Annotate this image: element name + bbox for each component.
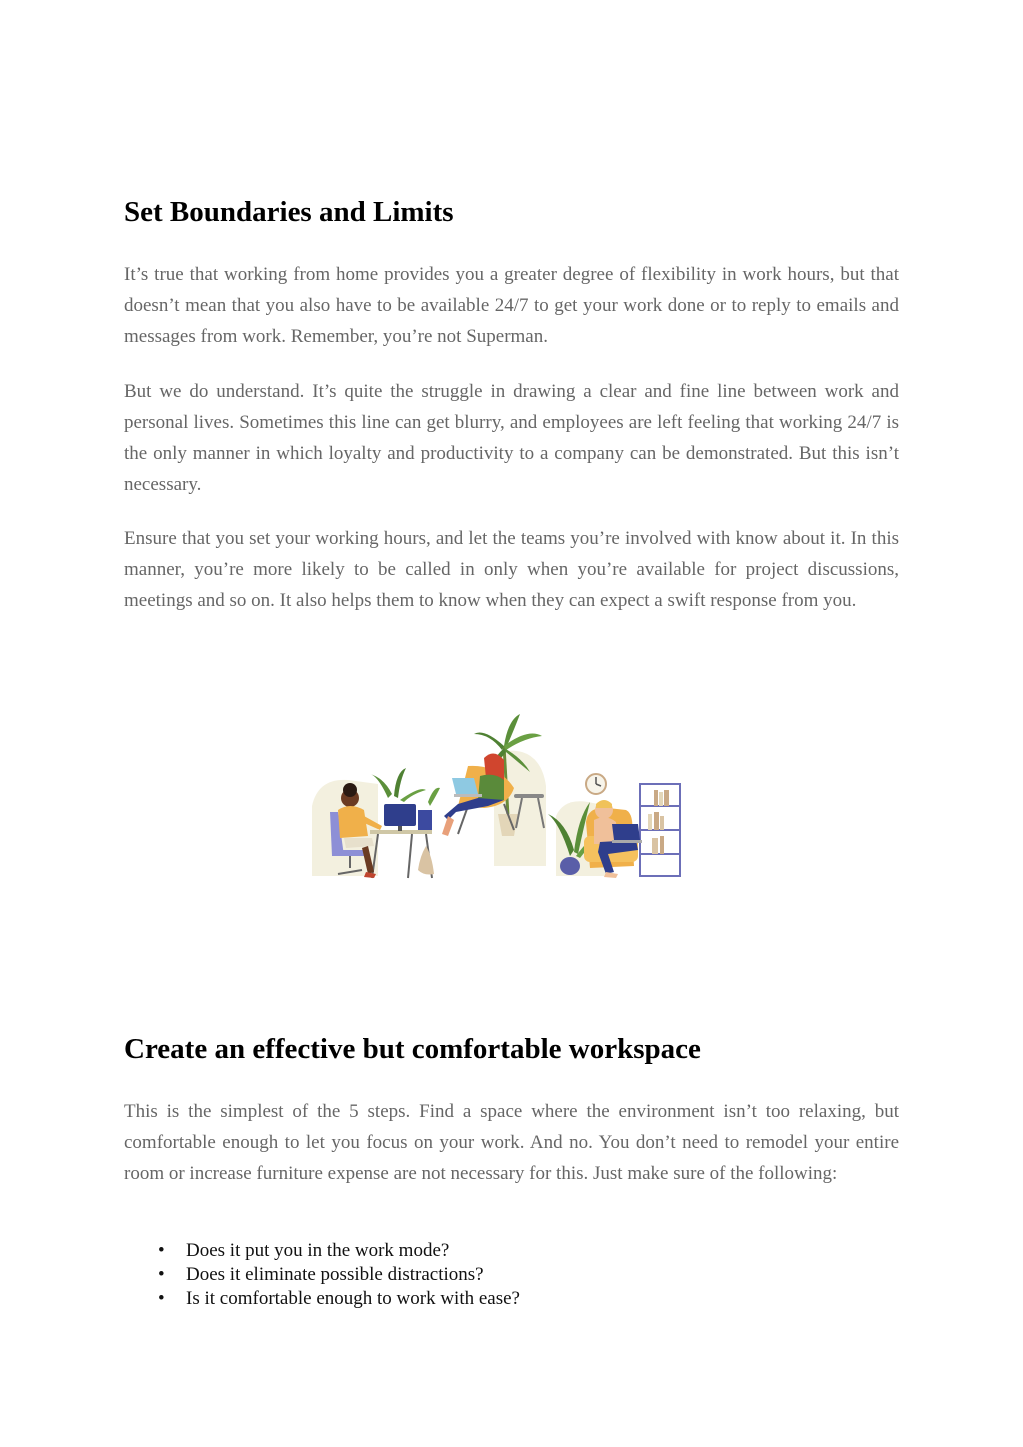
checklist [124, 1239, 899, 1311]
list-item-text: Does it eliminate possible distractions? [186, 1264, 484, 1285]
section-heading-workspace: Create an effective but comfortable workspace [124, 1033, 701, 1065]
section-heading-boundaries: Set Boundaries and Limits [124, 196, 454, 228]
list-item [124, 1287, 899, 1311]
paragraph: But we do understand. It’s quite the struggle in drawing a clear and fine line between work and personal lives. Sometimes this line can get blurry, and employees are left feeling that working 24/7 is the only manner in which loyalty and productivity to a company can be demonstrated. But this isn’t necessary. [124, 381, 899, 495]
list-item [124, 1239, 899, 1263]
paragraph: Ensure that you set your working hours, and let the teams you’re involved with know about it. In this manner, you’re more likely to be called in only when you’re available for project discussions, meetings and so on. It also helps them to know when they can expect a swift response from you. [124, 528, 899, 611]
list-item-text: Does it put you in the work mode? [186, 1240, 450, 1261]
bullet-glyph: • [158, 1240, 165, 1261]
list-item [124, 1263, 899, 1287]
bullet-glyph: • [158, 1264, 165, 1285]
paragraph: It’s true that working from home provides you a greater degree of flexibility in work hours, but that doesn’t mean that you also have to be available 24/7 to get your work done or to reply to emails and messages from work. Remember, you’re not Superman. [124, 264, 899, 347]
bullet-glyph: • [158, 1288, 165, 1309]
remote-workers-illustration-icon [308, 706, 682, 884]
paragraph: This is the simplest of the 5 steps. Find a space where the environment isn’t too relaxing, but comfortable enough to let you focus on your work. And no. You don’t need to remodel your entire room or increase furniture expense are not necessary for this. Just make sure of the following: [124, 1101, 899, 1184]
list-item-text: Is it comfortable enough to work with ease? [186, 1288, 520, 1309]
